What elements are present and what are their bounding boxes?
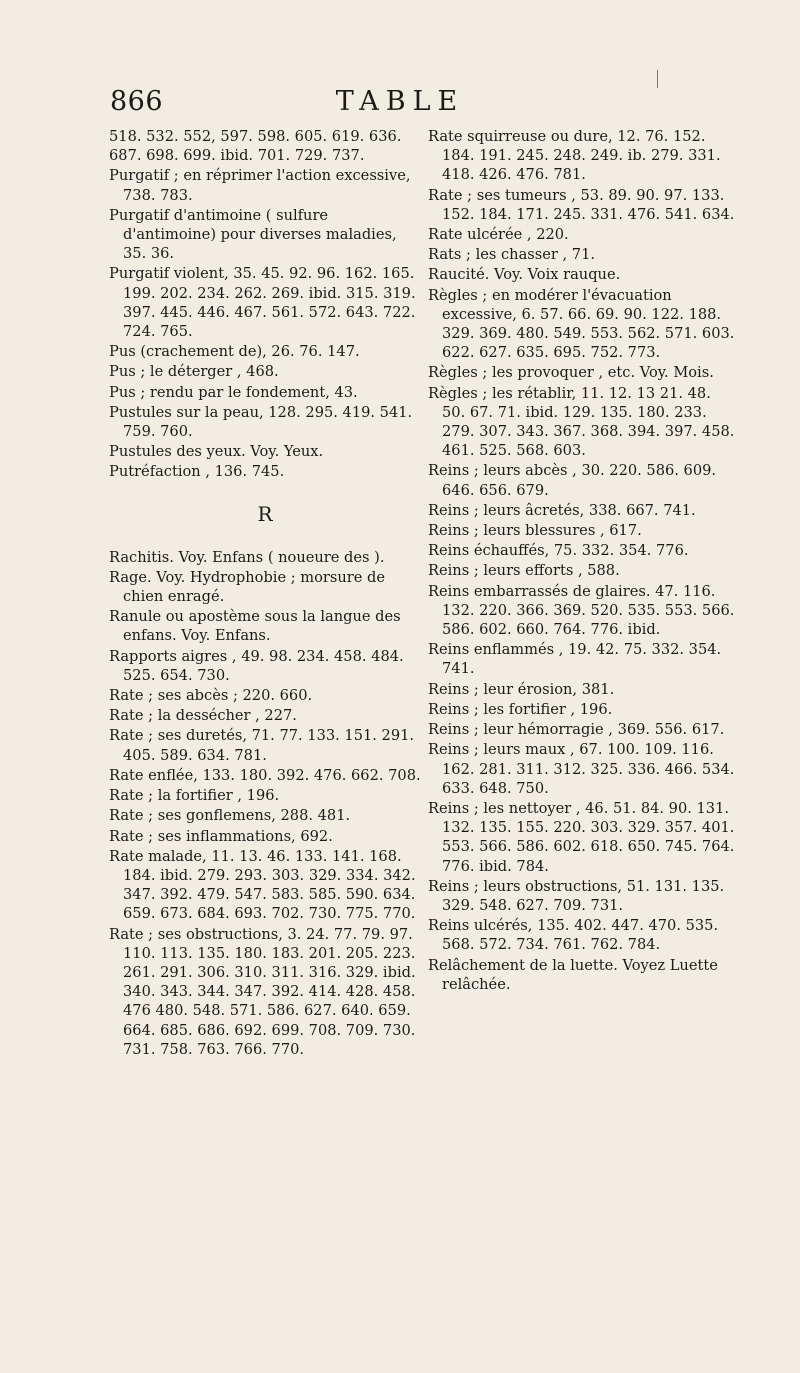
page-number: 866: [110, 86, 164, 117]
index-entry: Reins ; leurs efforts , 588.: [428, 562, 620, 580]
index-entry: Purgatif d'antimoine ( sulfure d'antimoine) pour diverses maladies, 35. 36.: [109, 206, 397, 263]
index-entry: Relâchement de la luette. Voyez Luette relâchée.: [428, 956, 718, 993]
index-entry: Reins ; leurs abcès , 30. 220. 586. 609. 646. 656. 679.: [428, 462, 717, 499]
index-entry: Rate malade, 11. 13. 46. 133. 141. 168. 184. ibid. 279. 293. 303. 329. 334. 342. 347. 392. 479. 547. 583. 585. 590. 634. 659. 673. 684. 693. 702. 730. 775. 770.: [109, 847, 416, 923]
index-entry: Rate ; ses tumeurs , 53. 89. 90. 97. 133. 152. 184. 171. 245. 331. 476. 541. 634.: [428, 186, 735, 223]
index-entry: Reins ; leurs âcretés, 338. 667. 741.: [428, 501, 696, 519]
index-entry: Reins enflammés , 19. 42. 75. 332. 354. 741.: [428, 641, 722, 678]
index-entry: Putréfaction , 136. 745.: [109, 463, 285, 481]
index-entry: Pustules des yeux. Voy. Yeux.: [109, 443, 324, 461]
index-entry: Rate ; ses obstructions, 3. 24. 77. 79. 97. 110. 113. 135. 180. 183. 201. 205. 223. 261. 291. 306. 310. 311. 316. 329. ibid. 340. 343. 344. 347. 392. 414. 428. 458. 476 480. 548. 571. 586. 627. 640. 659. 664. 685. 686. 692. 699. 708. 709. 730. 731. 758. 763. 766. 770.: [109, 925, 416, 1058]
index-entry: Rachitis. Voy. Enfans ( noueure des ).: [109, 548, 385, 566]
index-entry: Pus ; rendu par le fondement, 43.: [109, 383, 358, 401]
index-entry: Règles ; en modérer l'évacuation excessive, 6. 57. 66. 69. 90. 122. 188. 329. 369. 480. 549. 553. 562. 571. 603. 622. 627. 635. 695. 752. 773.: [428, 286, 735, 362]
index-entry: Pus (crachement de), 26. 76. 147.: [109, 343, 360, 361]
index-entry: Rate ulcérée , 220.: [428, 226, 569, 244]
index-entry: Reins ; leur hémorragie , 369. 556. 617.: [428, 721, 725, 739]
index-entry: Rate ; ses gonflemens, 288. 481.: [109, 807, 351, 825]
index-entry: 518. 532. 552, 597. 598. 605. 619. 636. 687. 698. 699. ibid. 701. 729. 737.: [109, 128, 402, 165]
left-column: [109, 127, 421, 1060]
index-entry: Rapports aigres , 49. 98. 234. 458. 484. 525. 654. 730.: [109, 647, 404, 684]
index-entry: Rate ; la fortifier , 196.: [109, 787, 280, 805]
index-entry: Règles ; les rétablir, 11. 12. 13 21. 48. 50. 67. 71. ibid. 129. 135. 180. 233. 279. 307. 343. 367. 368. 394. 397. 458. 461. 525. 568. 603.: [428, 384, 735, 460]
index-entry: Rate squirreuse ou dure, 12. 76. 152. 184. 191. 245. 248. 249. ib. 279. 331. 418. 426. 476. 781.: [428, 128, 721, 184]
index-entry: Rate ; ses inflammations, 692.: [109, 827, 333, 845]
running-head: TABLE: [335, 86, 465, 117]
index-entry: Reins ; leur érosion, 381.: [428, 680, 615, 698]
index-entry: Rate enflée, 133. 180. 392. 476. 662. 708.: [109, 766, 421, 784]
index-entry: Reins ; leurs obstructions, 51. 131. 135. 329. 548. 627. 709. 731.: [428, 877, 725, 914]
index-entry: Purgatif ; en réprimer l'action excessive, 738. 783.: [109, 167, 411, 204]
right-column: [428, 127, 738, 995]
index-entry: Rate ; ses abcès ; 220. 660.: [109, 687, 313, 705]
index-entry: Rate ; la dessécher , 227.: [109, 707, 297, 725]
index-entry: Raucité. Voy. Voix rauque.: [428, 266, 621, 284]
index-entry: Reins ulcérés, 135. 402. 447. 470. 535. 568. 572. 734. 761. 762. 784.: [428, 917, 719, 954]
index-entry: Reins ; les nettoyer , 46. 51. 84. 90. 131. 132. 135. 155. 220. 303. 329. 357. 401. 553. 566. 586. 602. 618. 650. 745. 764. 776. ibid. 784.: [428, 799, 735, 875]
index-entry: Reins échauffés, 75. 332. 354. 776.: [428, 542, 689, 560]
index-entry: Reins ; leurs blessures , 617.: [428, 522, 642, 540]
index-entry: Rage. Voy. Hydrophobie ; morsure de chien enragé.: [109, 568, 386, 606]
index-entry: Rate ; ses duretés, 71. 77. 133. 151. 291. 405. 589. 634. 781.: [109, 727, 415, 764]
index-entry: Reins ; les fortifier , 196.: [428, 700, 613, 718]
index-entry: Pustules sur la peau, 128. 295. 419. 541. 759. 760.: [109, 403, 413, 441]
index-entry: Règles ; les provoquer , etc. Voy. Mois.: [428, 364, 714, 382]
index-entry: Pus ; le déterger , 468.: [109, 363, 279, 381]
index-entry: Reins embarrassés de glaires. 47. 116. 132. 220. 366. 369. 520. 535. 553. 566. 586. 602. 660. 764. 776. ibid.: [428, 582, 735, 639]
margin-mark: [657, 70, 658, 88]
index-entry: Reins ; leurs maux , 67. 100. 109. 116. 162. 281. 311. 312. 325. 336. 466. 534. 633. 648. 750.: [428, 741, 735, 797]
index-entry: Rats ; les chasser , 71.: [428, 246, 595, 264]
index-entry: Purgatif violent, 35. 45. 92. 96. 162. 165. 199. 202. 234. 262. 269. ibid. 315. 319. 397. 445. 446. 467. 561. 572. 643. 722. 724. 765.: [109, 265, 416, 341]
section-letter: R: [257, 501, 273, 526]
index-entry: Ranule ou apostème sous la langue des enfans. Voy. Enfans.: [109, 608, 401, 645]
